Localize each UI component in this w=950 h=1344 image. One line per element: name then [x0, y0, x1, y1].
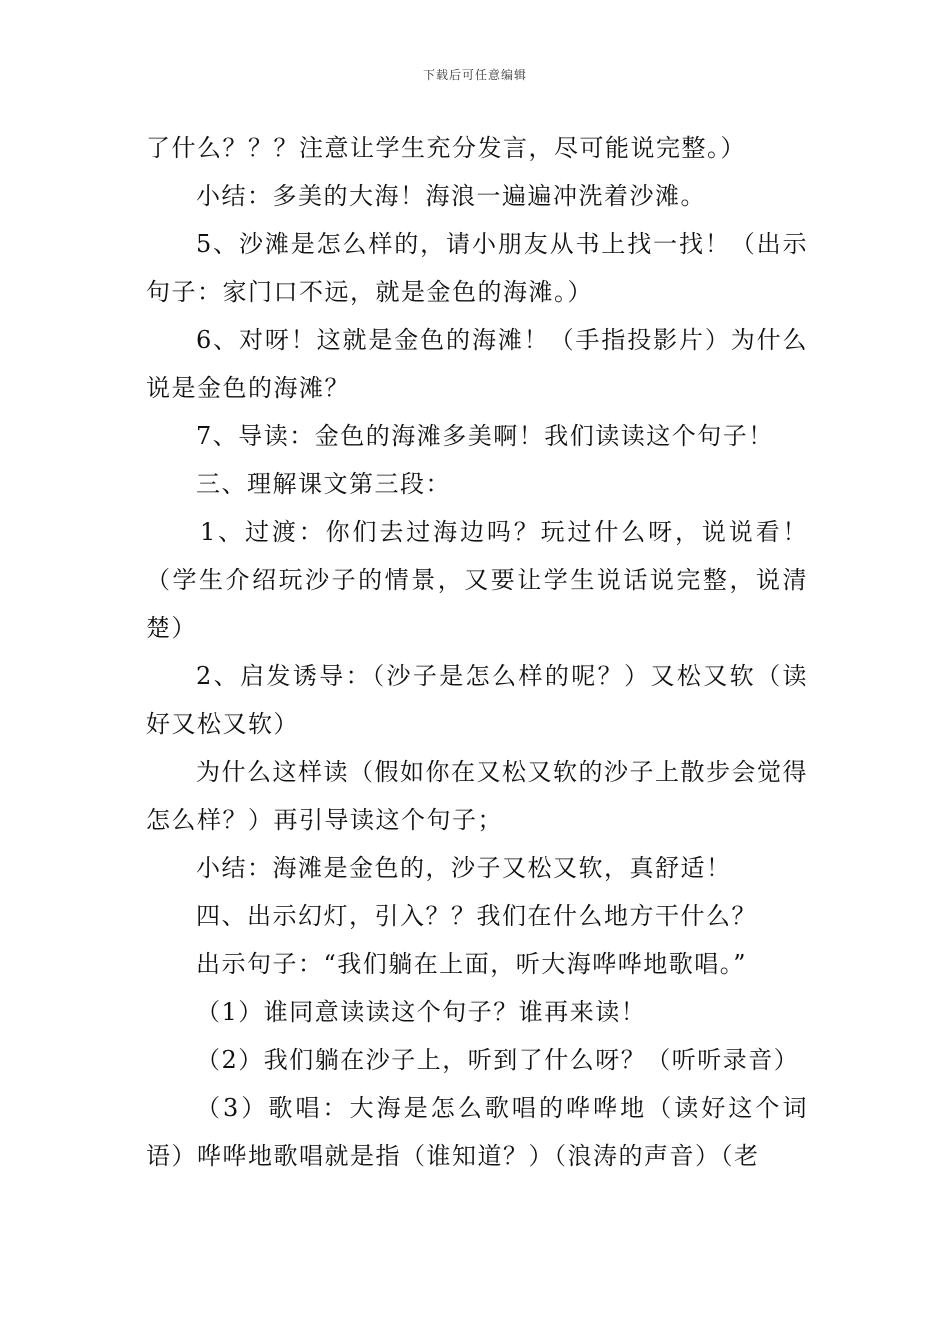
paragraph: 为什么这样读（假如你在又松又软的沙子上散步会觉得怎么样？）再引导读这个句子； [146, 758, 808, 834]
paragraph: 7、导读：金色的海滩多美啊！我们读读这个句子！ [196, 422, 774, 450]
paragraph: 了什么？？？注意让学生充分发言，尽可能说完整。） [146, 134, 746, 162]
document-body [146, 124, 808, 1180]
list-item: （1）谁同意读读这个句子？谁再来读！ [196, 998, 647, 1026]
list-item: （2）我们躺在沙子上，听到了什么呀？（听听录音） [196, 1046, 800, 1074]
paragraph: 6、对呀！这就是金色的海滩！（手指投影片）为什么说是金色的海滩？ [146, 326, 808, 402]
paragraph: 5、沙滩是怎么样的，请小朋友从书上找一找！（出示句子：家门口不远，就是金色的海滩。） [146, 230, 808, 306]
paragraph: 小结：多美的大海！海浪一遍遍冲洗着沙滩。 [196, 182, 706, 210]
list-item: （3）歌唱：大海是怎么歌唱的哗哗地（读好这个词语）哗哗地歌唱就是指（谁知道？）（浪涛的声音）（老 [146, 1094, 808, 1170]
paragraph: 1、过渡：你们去过海边吗？玩过什么呀，说说看！（学生介绍玩沙子的情景，又要让学生说话说完整，说清楚） [146, 518, 808, 642]
paragraph: 出示句子：“我们躺在上面，听大海哗哗地歌唱。” [196, 950, 748, 978]
section-heading: 四、出示幻灯，引入？？我们在什么地方干什么？ [196, 902, 757, 930]
section-heading: 三、理解课文第三段： [196, 470, 451, 498]
page-header: 下载后可任意编辑 [422, 68, 527, 82]
paragraph: 小结：海滩是金色的，沙子又松又软，真舒适！ [196, 854, 732, 882]
paragraph: 2、启发诱导：（沙子是怎么样的呢？）又松又软（读好又松又软） [146, 662, 808, 738]
